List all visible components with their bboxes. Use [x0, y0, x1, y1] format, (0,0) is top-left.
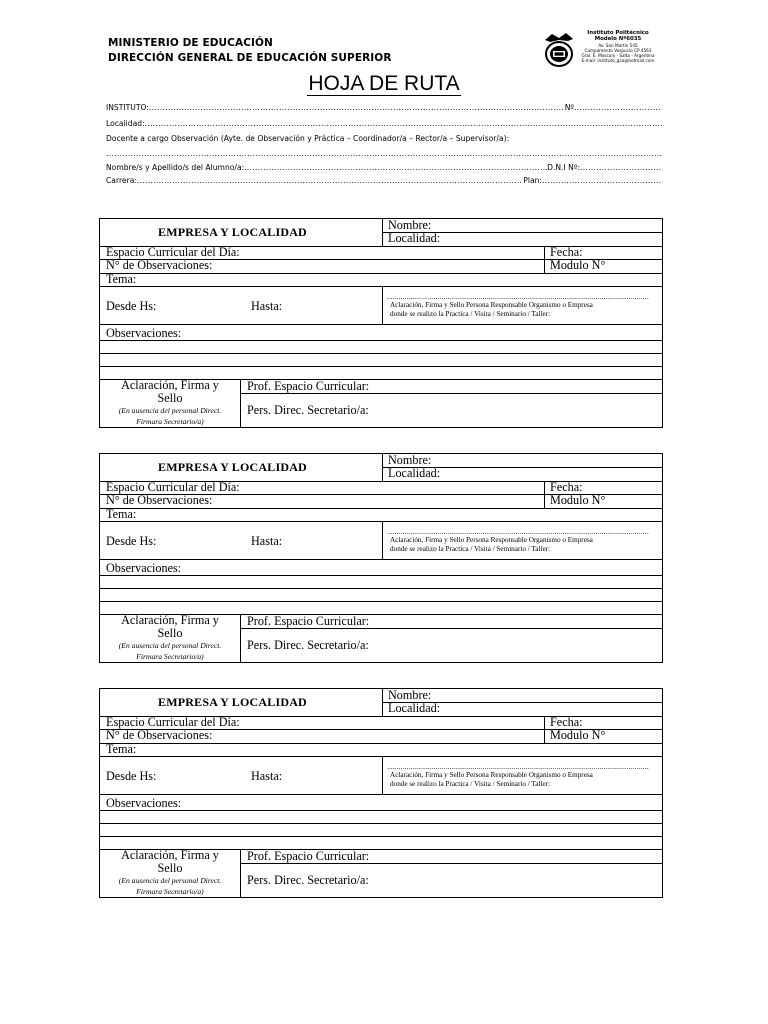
docente-label: Docente a cargo Observación (Ayte. de Observación y Práctica – Coordinador/a – Rector/a – Supervisor/a): [106, 134, 510, 143]
visit-record-form [99, 688, 663, 898]
fecha-field[interactable]: Fecha: [550, 715, 583, 729]
tema-field[interactable]: Tema: [106, 742, 137, 756]
espacio-curricular-field[interactable]: Espacio Curricular del Día: [106, 480, 240, 494]
hasta-field[interactable]: Hasta: [251, 534, 283, 548]
signature-caption-line: donde se realizo la Practica / Visita / Seminario / Taller: [390, 310, 551, 318]
responsible-signature-caption [390, 536, 662, 554]
visit-record-form [99, 453, 663, 663]
aclaracion-label-line: Aclaración, Firma y [121, 613, 219, 627]
aclaracion-label-line: Aclaración, Firma y [121, 378, 219, 392]
plan-label: Plan: [523, 176, 542, 185]
aclaracion-label-line: Sello [157, 626, 183, 640]
aclaracion-note-line: Firmara Secretario/a) [136, 652, 204, 661]
page-title: HOJA DE RUTA [308, 72, 460, 95]
docente-field[interactable] [106, 132, 662, 146]
institute-seal-icon [542, 32, 576, 68]
aclaracion-firma-sello [100, 614, 240, 640]
visit-record-form [99, 218, 663, 428]
company-location-header: EMPRESA Y LOCALIDAD [158, 460, 307, 474]
responsible-signature-caption [390, 301, 662, 319]
aclaracion-note [100, 875, 240, 897]
desde-hs-field[interactable]: Desde Hs: [106, 534, 157, 548]
nombre-field[interactable]: Nombre: [388, 688, 432, 702]
localidad-field[interactable]: Localidad: [388, 701, 441, 715]
responsible-signature-line[interactable] [387, 294, 649, 300]
alumno-field[interactable] [106, 161, 662, 175]
hasta-field[interactable]: Hasta: [251, 769, 283, 783]
desde-hs-field[interactable]: Desde Hs: [106, 769, 157, 783]
espacio-curricular-field[interactable]: Espacio Curricular del Día: [106, 245, 240, 259]
institute-campus: Campamento Vespucio CP 4563 [584, 47, 652, 53]
signature-caption-line: Aclaración, Firma y Sello Persona Responsable Organismo o Empresa [390, 771, 593, 779]
aclaracion-label-line: Sello [157, 391, 183, 405]
pers-direc-secretario-field[interactable]: Pers. Direc. Secretario/a: [247, 873, 369, 887]
observaciones-label: Observaciones: [106, 796, 182, 810]
directorate-name: DIRECCIÓN GENERAL DE EDUCACIÓN SUPERIOR [108, 52, 392, 64]
espacio-curricular-field[interactable]: Espacio Curricular del Día: [106, 715, 240, 729]
modulo-field[interactable]: Modulo N° [550, 728, 606, 742]
signature-caption-line: Aclaración, Firma y Sello Persona Responsable Organismo o Empresa [390, 301, 593, 309]
institute-logo [540, 30, 660, 72]
responsible-signature-caption [390, 771, 662, 789]
hasta-field[interactable]: Hasta: [251, 299, 283, 313]
aclaracion-note [100, 405, 240, 427]
observaciones-count-field[interactable]: N° de Observaciones: [106, 258, 213, 272]
aclaracion-note-line: (En ausencia del personal Direct. [118, 641, 222, 650]
modulo-field[interactable]: Modulo N° [550, 493, 606, 507]
ministry-name: MINISTERIO DE EDUCACIÓN [108, 37, 273, 49]
carrera-fill-line[interactable] [137, 174, 523, 188]
aclaracion-note-line: (En ausencia del personal Direct. [118, 406, 222, 415]
nombre-field[interactable]: Nombre: [388, 453, 432, 467]
aclaracion-label-line: Aclaración, Firma y [121, 848, 219, 862]
institute-model: Modelo Nº6035 [594, 36, 642, 43]
observaciones-count-field[interactable]: N° de Observaciones: [106, 493, 213, 507]
localidad-label: Localidad: [106, 119, 145, 128]
localidad-field[interactable]: Localidad: [388, 231, 441, 245]
modulo-field[interactable]: Modulo N° [550, 258, 606, 272]
localidad-fill-line[interactable] [145, 117, 662, 131]
instituto-number-fill-line[interactable] [574, 101, 662, 115]
aclaracion-note-line: Firmara Secretario/a) [136, 417, 204, 426]
pers-direc-secretario-field[interactable]: Pers. Direc. Secretario/a: [247, 403, 369, 417]
desde-hs-field[interactable]: Desde Hs: [106, 299, 157, 313]
institute-city: Gral. E. Mosconi - Salta - Argentina [581, 53, 655, 58]
company-location-header: EMPRESA Y LOCALIDAD [158, 225, 307, 239]
nombre-field[interactable]: Nombre: [388, 218, 432, 232]
observaciones-label: Observaciones: [106, 561, 182, 575]
localidad-field[interactable] [106, 117, 662, 131]
responsible-signature-line[interactable] [387, 529, 649, 535]
ministry-header [108, 36, 392, 66]
alumno-fill-line[interactable] [244, 161, 547, 175]
prof-espacio-curricular-field[interactable]: Prof. Espacio Curricular: [247, 379, 370, 393]
observaciones-label: Observaciones: [106, 326, 182, 340]
aclaracion-note-line: (En ausencia del personal Direct. [118, 876, 222, 885]
institute-email: E-mail: instituto_gsa@hotmail.com [581, 58, 655, 64]
localidad-field[interactable]: Localidad: [388, 466, 441, 480]
aclaracion-label-line: Sello [157, 861, 183, 875]
prof-espacio-curricular-field[interactable]: Prof. Espacio Curricular: [247, 614, 370, 628]
prof-espacio-curricular-field[interactable]: Prof. Espacio Curricular: [247, 849, 370, 863]
aclaracion-note-line: Firmara Secretario/a) [136, 887, 204, 896]
carrera-label: Carrera: [106, 176, 137, 185]
carrera-field[interactable] [106, 174, 662, 188]
docente-fill-field[interactable] [106, 147, 662, 161]
institute-address: Av. San Martín 545 [598, 42, 638, 48]
instituto-label: INSTITUTO: [106, 103, 149, 112]
plan-fill-line[interactable] [542, 174, 662, 188]
aclaracion-note [100, 640, 240, 662]
signature-caption-line: Aclaración, Firma y Sello Persona Responsable Organismo o Empresa [390, 536, 593, 544]
responsible-signature-line[interactable] [387, 764, 649, 770]
docente-fill-line[interactable] [106, 147, 662, 161]
fecha-field[interactable]: Fecha: [550, 245, 583, 259]
instituto-number-label: Nº [564, 103, 574, 112]
tema-field[interactable]: Tema: [106, 507, 137, 521]
alumno-label: Nombre/s y Apellido/s del Alumno/a: [106, 163, 245, 172]
institute-name: Instituto Politécnico [587, 30, 649, 36]
instituto-fill-line[interactable] [149, 101, 565, 115]
aclaracion-firma-sello [100, 849, 240, 875]
dni-fill-line[interactable] [580, 161, 662, 175]
signature-caption-line: donde se realizo la Practica / Visita / Seminario / Taller: [390, 780, 551, 788]
institute-info [576, 30, 660, 63]
dni-label: D.N.I Nº: [547, 163, 580, 172]
aclaracion-firma-sello [100, 379, 240, 405]
company-location-header: EMPRESA Y LOCALIDAD [158, 695, 307, 709]
signature-caption-line: donde se realizo la Practica / Visita / Seminario / Taller: [390, 545, 551, 553]
tema-field[interactable]: Tema: [106, 272, 137, 286]
fecha-field[interactable]: Fecha: [550, 480, 583, 494]
instituto-field[interactable] [106, 101, 662, 115]
observaciones-count-field[interactable]: N° de Observaciones: [106, 728, 213, 742]
pers-direc-secretario-field[interactable]: Pers. Direc. Secretario/a: [247, 638, 369, 652]
